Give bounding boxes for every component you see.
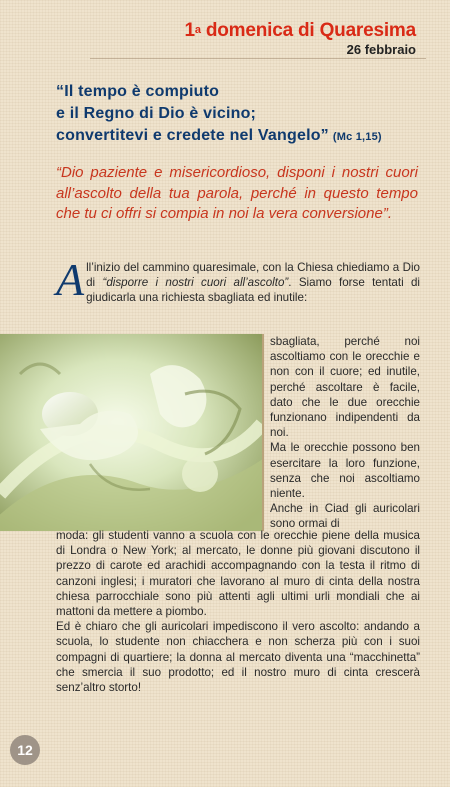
body-paragraph: moda: gli studenti vanno a scuola con le orecchie piene della musica di Londra o New York; al mercato, le donne più giovani discutono il prezzo di carote ed arachidi accompagnando con la testa il ritmo di canzoni inglesi; i muratori che lavorano al muro di cinta della nostra chiesa parrocchiale sono più attenti agli ultimi urli mondiali che ai mattoni da mettere a piombo. [56,529,420,619]
gospel-verse [56,81,420,148]
page-title [184,20,416,42]
header-divider [90,58,426,59]
intro-quote: “disporre i nostri cuori all’ascolto” [102,276,289,290]
body-intro [56,254,420,306]
verse-reference: (Mc 1,15) [332,131,382,143]
title-text: domenica di Quaresima [200,20,416,41]
body-paragraph: Ed è chiaro che gli auricolari impediscono il vero ascolto: andando a scuola, lo studente non chiacchera e non scherza più con i suoi compagni di quartiere; la donna al mercato diventa una “macchinetta” che smercia il suo prodotto; ed il nostro muro di cinta crescerà senz’altro storto! [56,620,420,695]
sculpture-image [0,334,262,531]
verse-line-3 [56,125,420,148]
body-bottom [56,528,420,695]
prayer-text: “Dio paziente e misericordioso, disponi i nostri cuori all’ascolto della tua parola, perché in questo tempo che tu ci offri si compia in noi la vera conversione”. [56,164,418,222]
page-date: 26 febbraio [346,42,416,57]
verse-line-3-text: convertitevi e credete nel Vangelo” [56,127,329,144]
body-paragraph: Anche in Ciad gli auricolari sono ormai di [270,502,420,531]
page-number: 12 [10,735,40,765]
verse-line-2: e il Regno di Dio è vicino; [56,105,257,122]
intro-text-a: ll’inizio del cammino quaresimale, con la Chiesa chiediamo a Dio di [86,261,420,290]
verse-line-1: “Il tempo è compiuto [56,83,220,100]
title-ordinal: a [194,24,201,36]
body-right-column [270,334,420,532]
body-paragraph: Ma le orecchie possono ben esercitare la loro funzione, senza che noi ascoltiamo niente. [270,441,420,501]
dropcap-letter: A [56,254,85,305]
body-paragraph: sbagliata, perché noi ascoltiamo con le orecchie e non con il cuore; ed inutile, perché ascoltare è facile, dato che le due orecchie funzionano indipendenti da noi. [270,335,420,440]
sculpture-photo [0,334,264,531]
page-header [184,20,416,57]
intro-text-b: . Siamo forse tentati di giudicarla una richiesta sbagliata ed inutile: [86,276,420,305]
title-number: 1 [184,20,195,41]
